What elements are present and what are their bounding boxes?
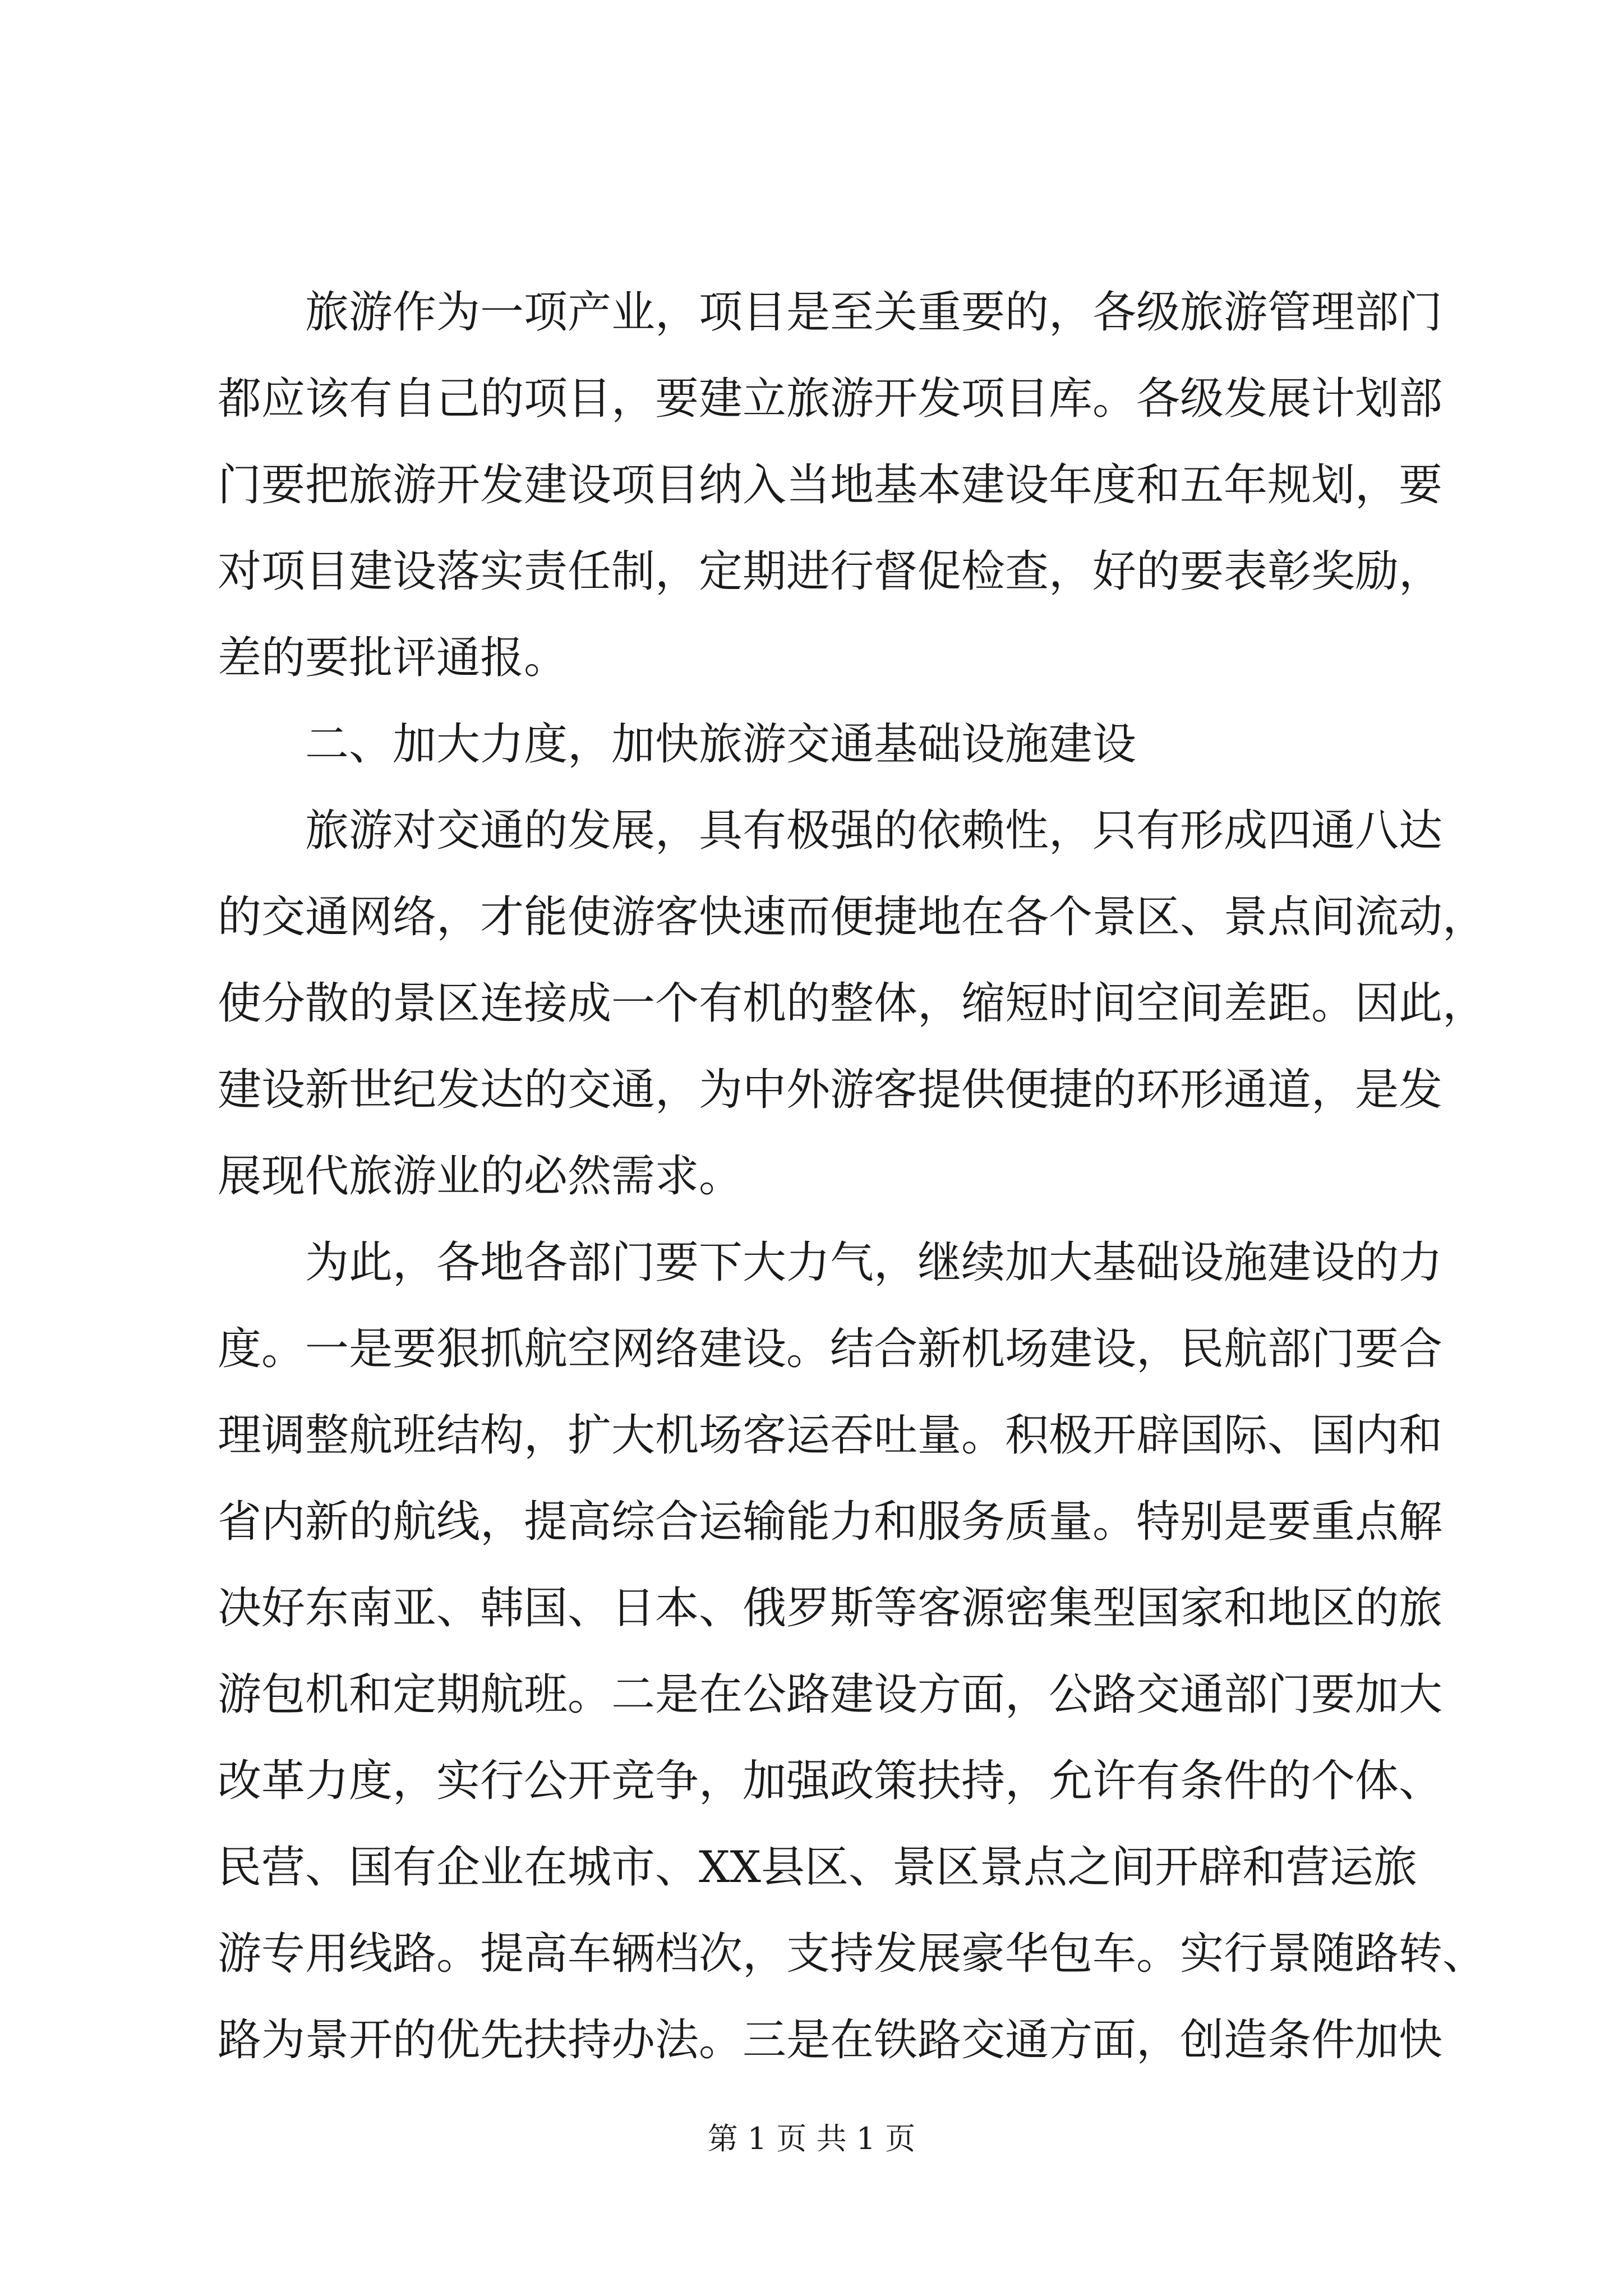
text-line: 路为景开的优先扶持办法。三是在铁路交通方面，创造条件加快 (218, 2015, 1443, 2065)
text-line: 改革力度，实行公开竞争，加强政策扶持，允许有条件的个体、 (218, 1756, 1443, 1806)
text-line: 使分散的景区连接成一个有机的整体，缩短时间空间差距。因此， (218, 978, 1487, 1029)
text-line: 建设新世纪发达的交通，为中外游客提供便捷的环形通道，是发 (218, 1065, 1443, 1115)
page-number: 第 1 页 共 1 页 (707, 2121, 916, 2156)
text-line: 展现代旅游业的必然需求。 (218, 1151, 743, 1202)
heading-text: 二、加大力度，加快旅游交通基础设施建设 (305, 719, 1137, 770)
text-line: 差的要批评通报。 (218, 633, 568, 683)
text-line: 度。一是要狠抓航空网络建设。结合新机场建设，民航部门要合 (218, 1324, 1443, 1374)
text-line: 民营、国有企业在城市、XX县区、景区景点之间开辟和营运旅 (218, 1842, 1418, 1893)
paragraph-2 (218, 802, 1487, 1234)
paragraph-3 (218, 1234, 1487, 2097)
text-line: 旅游对交通的发展，具有极强的依赖性，只有形成四通八达 (305, 806, 1443, 856)
text-line: 游包机和定期航班。二是在公路建设方面，公路交通部门要加大 (218, 1669, 1443, 1720)
text-line: 理调整航班结构，扩大机场客运吞吐量。积极开辟国际、国内和 (218, 1410, 1443, 1461)
text-line: 旅游作为一项产业，项目是至关重要的，各级旅游管理部门 (305, 287, 1443, 338)
text-line: 对项目建设落实责任制，定期进行督促检查，好的要表彰奖励， (218, 546, 1443, 597)
text-line: 为此，各地各部门要下大力气，继续加大基础设施建设的力 (305, 1237, 1443, 1288)
paragraph-1 (218, 283, 1443, 715)
text-line: 省内新的航线，提高综合运输能力和服务质量。特别是要重点解 (218, 1497, 1443, 1547)
text-line: 门要把旅游开发建设项目纳入当地基本建设年度和五年规划，要 (218, 460, 1443, 510)
text-line: 都应该有自己的项目，要建立旅游开发项目库。各级发展计划部 (218, 374, 1443, 424)
document-body (218, 283, 1487, 2097)
section-heading (218, 715, 1407, 802)
text-line: 决好东南亚、韩国、日本、俄罗斯等客源密集型国家和地区的旅 (218, 1583, 1443, 1634)
text-line: 的交通网络，才能使游客快速而便捷地在各个景区、景点间流动， (218, 892, 1487, 942)
page-footer (0, 2115, 1623, 2158)
text-line: 游专用线路。提高车辆档次，支持发展豪华包车。实行景随路转、 (218, 1929, 1487, 1979)
